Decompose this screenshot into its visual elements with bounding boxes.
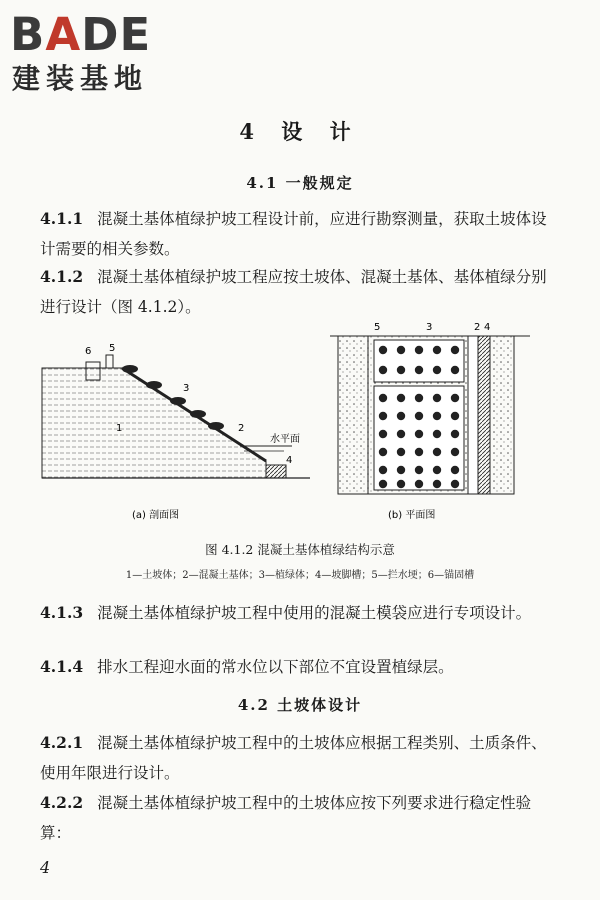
plant-symbol [451, 480, 459, 488]
plan-label-4: 4 [484, 322, 491, 333]
plant-symbol [397, 448, 405, 456]
plant-symbol [397, 366, 405, 374]
plant-symbol [451, 412, 459, 420]
clause-number: 4.1.2 [40, 267, 84, 286]
plant-symbol [433, 394, 441, 402]
water-level-label: 水平面 [270, 434, 300, 445]
plan-view [330, 322, 530, 521]
plant-symbol [415, 394, 423, 402]
plant-symbol [451, 346, 459, 354]
plant-symbol [379, 394, 387, 402]
label-1: 1 [116, 423, 123, 434]
clause-text: 混凝土基体植绿护坡工程中的土坡体应按下列要求进行稳定性验算： [40, 794, 532, 842]
plant-symbol [379, 448, 387, 456]
clause-4-1-3 [40, 598, 560, 628]
section-view [42, 343, 310, 521]
plant-symbol [397, 394, 405, 402]
plant-symbol [451, 366, 459, 374]
plant-symbol [415, 430, 423, 438]
plant-symbol [397, 480, 405, 488]
label-2: 2 [238, 423, 245, 434]
logo-subtitle: 建装基地 [12, 62, 149, 94]
plant-symbol [379, 466, 387, 474]
plant-symbol [415, 466, 423, 474]
plant-symbol [451, 394, 459, 402]
plan-label-5: 5 [374, 322, 381, 333]
label-6: 6 [85, 346, 92, 357]
plant-symbol [433, 412, 441, 420]
clause-4-1-1 [40, 204, 560, 264]
plant-symbol [415, 366, 423, 374]
plant-symbol [433, 346, 441, 354]
plant-symbol [397, 346, 405, 354]
clause-4-1-2 [40, 262, 560, 322]
clause-4-2-2 [40, 788, 560, 848]
plant-symbol [397, 430, 405, 438]
label-3: 3 [183, 383, 190, 394]
section-4-1-heading: 4.1 一般规定 [246, 174, 354, 192]
clause-number: 4.1.4 [40, 657, 84, 676]
plant-symbol [433, 466, 441, 474]
label-5: 5 [109, 343, 116, 354]
subcaption-b: (b) 平面图 [388, 510, 436, 521]
clause-text: 混凝土基体植绿护坡工程应按土坡体、混凝土基体、基体植绿分别进行设计（图 4.1.2）。 [40, 268, 547, 316]
section-4-2-heading: 4.2 土坡体设计 [237, 696, 363, 714]
plan-label-3: 3 [426, 322, 433, 333]
clause-4-2-1 [40, 728, 560, 788]
clause-text: 排水工程迎水面的常水位以下部位不宜设置植绿层。 [97, 658, 454, 676]
plant-symbol [415, 412, 423, 420]
plant-symbol [379, 366, 387, 374]
clause-text: 混凝土基体植绿护坡工程设计前，应进行勘察测量，获取土坡体设计需要的相关参数。 [40, 210, 547, 258]
plant-symbol [433, 480, 441, 488]
clause-number: 4.2.2 [40, 793, 84, 812]
plant-symbol [415, 480, 423, 488]
plant-symbol [379, 430, 387, 438]
plant-symbol [379, 346, 387, 354]
subcaption-a: (a) 剖面图 [132, 510, 180, 521]
logo [8, 6, 178, 94]
plant-symbol [433, 430, 441, 438]
figure-4-1-2 [30, 318, 570, 528]
plant-symbol [397, 466, 405, 474]
label-4: 4 [286, 455, 293, 466]
logo-brand: BADE [10, 8, 152, 61]
clause-4-1-4 [40, 652, 560, 682]
plant-symbol [379, 480, 387, 488]
clause-number: 4.2.1 [40, 733, 84, 752]
page-number: 4 [40, 858, 51, 877]
figure-caption: 图 4.1.2 混凝土基体植绿结构示意 [205, 542, 395, 557]
plant-symbol [415, 346, 423, 354]
figure-legend: 1—土坡体；2—混凝土基体；3—植绿体；4—坡脚槽；5—拦水埂；6—锚固槽 [125, 570, 475, 581]
plant-symbol [433, 448, 441, 456]
plant-symbol [451, 430, 459, 438]
plant-symbol [433, 366, 441, 374]
plant-symbol [451, 466, 459, 474]
clause-number: 4.1.3 [40, 603, 84, 622]
plant-symbol [451, 448, 459, 456]
chapter-title: 4 设 计 [239, 119, 361, 144]
plan-label-2: 2 [474, 322, 481, 333]
clause-number: 4.1.1 [40, 209, 84, 228]
plant-symbol [397, 412, 405, 420]
clause-text: 混凝土基体植绿护坡工程中的土坡体应根据工程类别、土质条件、使用年限进行设计。 [40, 734, 547, 782]
clause-text: 混凝土基体植绿护坡工程中使用的混凝土模袋应进行专项设计。 [97, 604, 532, 622]
plant-symbol [415, 448, 423, 456]
plant-symbol [379, 412, 387, 420]
